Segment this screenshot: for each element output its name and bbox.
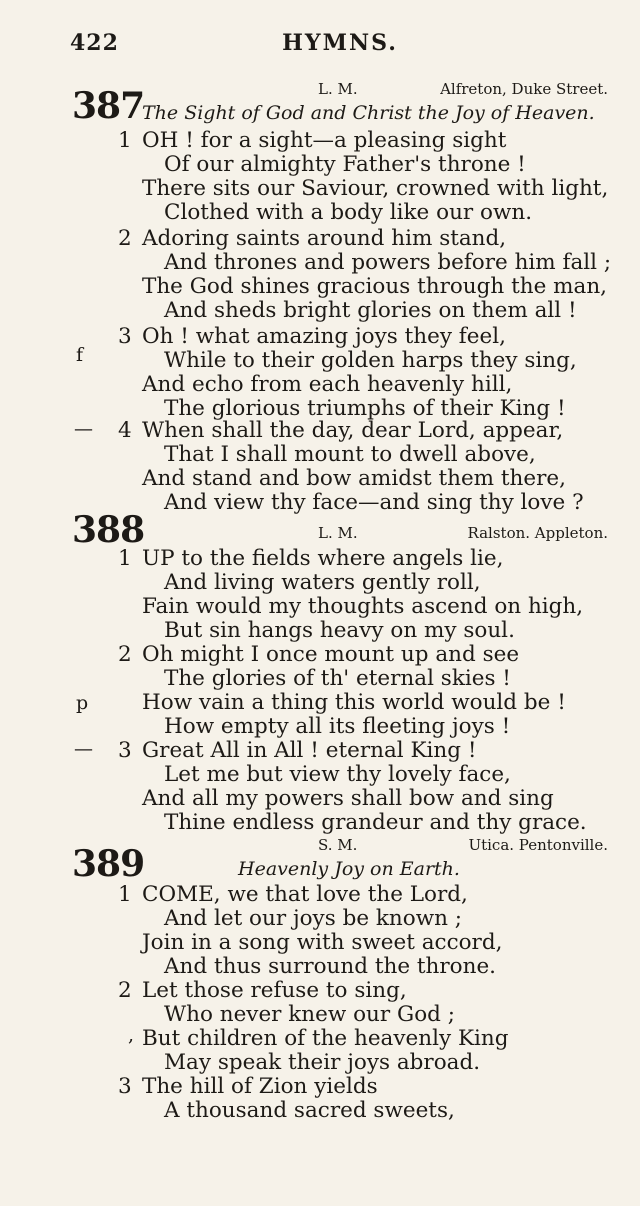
stanza-number: 1	[118, 882, 132, 907]
verse-line: And thrones and powers before him fall ;	[164, 250, 612, 275]
hymn-tunes: Ralston. Appleton.	[467, 524, 608, 542]
dynamic-mark: ,	[128, 1024, 135, 1046]
verse-line: The hill of Zion yields	[142, 1074, 378, 1099]
verse-line: That I shall mount to dwell above,	[164, 442, 536, 467]
verse-line: Oh might I once mount up and see	[142, 642, 520, 667]
verse-line: Thine endless grandeur and thy grace.	[164, 810, 587, 835]
dynamic-mark: f	[76, 344, 84, 366]
verse-line: But children of the heavenly King	[142, 1026, 509, 1051]
stanza-number: 4	[118, 418, 132, 443]
page-number: 422	[70, 30, 119, 56]
verse-line: But sin hangs heavy on my soul.	[164, 618, 515, 643]
verse-line: While to their golden harps they sing,	[164, 348, 577, 373]
verse-line: And sheds bright glories on them all !	[164, 298, 577, 323]
verse-line: Join in a song with sweet accord,	[142, 930, 503, 955]
stanza-number: 2	[118, 226, 132, 251]
verse-line: How empty all its fleeting joys !	[164, 714, 511, 739]
verse-line: And living waters gently roll,	[164, 570, 481, 595]
verse-line: The God shines gracious through the man,	[142, 274, 608, 299]
stanza-number: 3	[118, 1074, 132, 1099]
hymn-tunes: Utica. Pentonville.	[468, 836, 608, 854]
verse-line: Adoring saints around him stand,	[142, 226, 507, 251]
page-header	[70, 30, 610, 60]
verse-line: Oh ! what amazing joys they feel,	[142, 324, 506, 349]
hymn-number: 388	[72, 509, 145, 551]
hymn-meter: L. M.	[318, 524, 358, 542]
verse-line: And stand and bow amidst them there,	[142, 466, 566, 491]
verse-line: COME, we that love the Lord,	[142, 882, 468, 907]
verse-line: And all my powers shall bow and sing	[142, 786, 554, 811]
hymn-title: The Sight of God and Christ the Joy of Heaven.	[142, 102, 595, 124]
dynamic-mark: —	[74, 418, 93, 440]
verse-line: Who never knew our God ;	[164, 1002, 455, 1027]
running-head: HYMNS.	[282, 30, 398, 56]
stanza-number: 2	[118, 978, 132, 1003]
verse-line: Clothed with a body like our own.	[164, 200, 533, 225]
hymn-tunes: Alfreton, Duke Street.	[440, 80, 608, 98]
verse-line: Let those refuse to sing,	[142, 978, 407, 1003]
dynamic-mark: p	[76, 692, 89, 714]
stanza-number: 3	[118, 738, 132, 763]
verse-line: May speak their joys abroad.	[164, 1050, 481, 1075]
hymn-meter: S. M.	[318, 836, 358, 854]
verse-line: Fain would my thoughts ascend on high,	[142, 594, 584, 619]
verse-line: OH ! for a sight—a pleasing sight	[142, 128, 507, 153]
hymn-number: 389	[72, 843, 145, 885]
dynamic-mark: —	[74, 738, 93, 760]
stanza-number: 1	[118, 546, 132, 571]
verse-line: And let our joys be known ;	[164, 906, 463, 931]
verse-line: And echo from each heavenly hill,	[142, 372, 513, 397]
verse-line: And view thy face—and sing thy love ?	[164, 490, 584, 515]
stanza-number: 3	[118, 324, 132, 349]
verse-line: Great All in All ! eternal King !	[142, 738, 477, 763]
stanza-number: 1	[118, 128, 132, 153]
hymn-title: Heavenly Joy on Earth.	[238, 858, 460, 880]
verse-line: Of our almighty Father's throne !	[164, 152, 526, 177]
verse-line: A thousand sacred sweets,	[164, 1098, 455, 1123]
verse-line: The glorious triumphs of their King !	[164, 396, 566, 421]
verse-line: The glories of th' eternal skies !	[164, 666, 511, 691]
verse-line: How vain a thing this world would be !	[142, 690, 566, 715]
verse-line: Let me but view thy lovely face,	[164, 762, 511, 787]
verse-line: UP to the fields where angels lie,	[142, 546, 504, 571]
hymn-meter: L. M.	[318, 80, 358, 98]
verse-line: When shall the day, dear Lord, appear,	[142, 418, 564, 443]
hymn-number: 387	[72, 85, 145, 127]
verse-line: There sits our Saviour, crowned with light,	[142, 176, 609, 201]
verse-line: And thus surround the throne.	[164, 954, 497, 979]
stanza-number: 2	[118, 642, 132, 667]
